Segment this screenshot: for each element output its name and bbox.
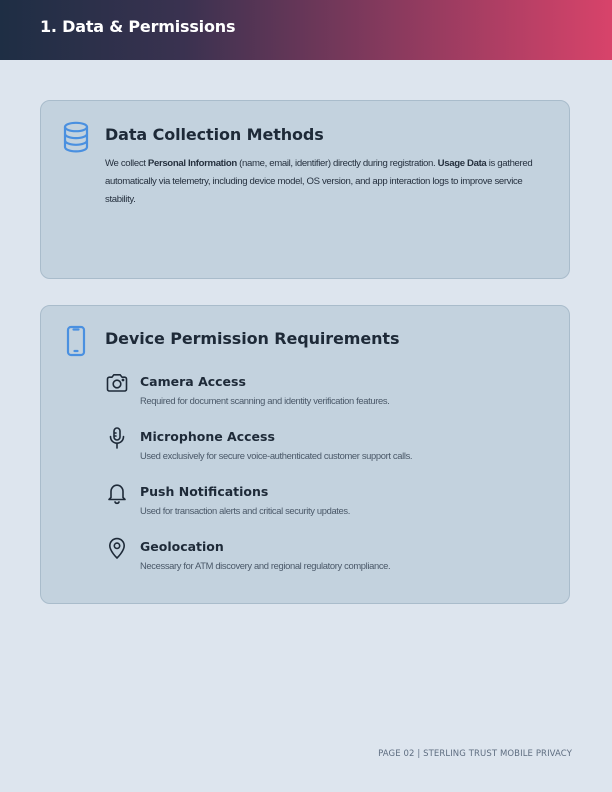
permission-microphone <box>105 426 545 470</box>
device-permissions-title: Device Permission Requirements <box>105 329 400 348</box>
data-collection-title: Data Collection Methods <box>105 125 324 144</box>
data-collection-card <box>40 100 570 279</box>
personal-information-term: Personal Information <box>147 158 237 169</box>
bell-icon <box>105 481 129 509</box>
permission-description: Necessary for ATM discovery and regional regulatory compliance. <box>140 560 391 571</box>
map-pin-icon <box>105 536 129 564</box>
microphone-icon <box>105 426 129 454</box>
permission-notifications <box>105 481 545 525</box>
page-title: 1. Data & Permissions <box>40 17 236 36</box>
usage-data-term: Usage Data <box>437 158 487 169</box>
permission-description: Used for transaction alerts and critical security updates. <box>140 505 351 516</box>
permission-title: Microphone Access <box>140 429 275 444</box>
data-collection-text: We collect Personal Information (name, email, identifier) directly during registration. Usage Data is gathered automatically via telemetry, including device model, OS version, and app interaction logs to improve service stability. <box>105 158 533 205</box>
device-permissions-card <box>40 305 570 604</box>
camera-icon <box>105 371 129 399</box>
smartphone-icon <box>62 325 90 361</box>
page-header <box>0 0 612 60</box>
permission-title: Geolocation <box>140 539 224 554</box>
permission-title: Camera Access <box>140 374 246 389</box>
permission-geolocation <box>105 536 545 580</box>
permission-camera <box>105 371 545 415</box>
permission-title: Push Notifications <box>140 484 269 499</box>
database-icon <box>62 121 90 157</box>
permission-description: Required for document scanning and identity verification features. <box>140 395 390 406</box>
page-footer: PAGE 02 | STERLING TRUST MOBILE PRIVACY <box>378 749 572 759</box>
permission-description: Used exclusively for secure voice-authenticated customer support calls. <box>140 450 413 461</box>
